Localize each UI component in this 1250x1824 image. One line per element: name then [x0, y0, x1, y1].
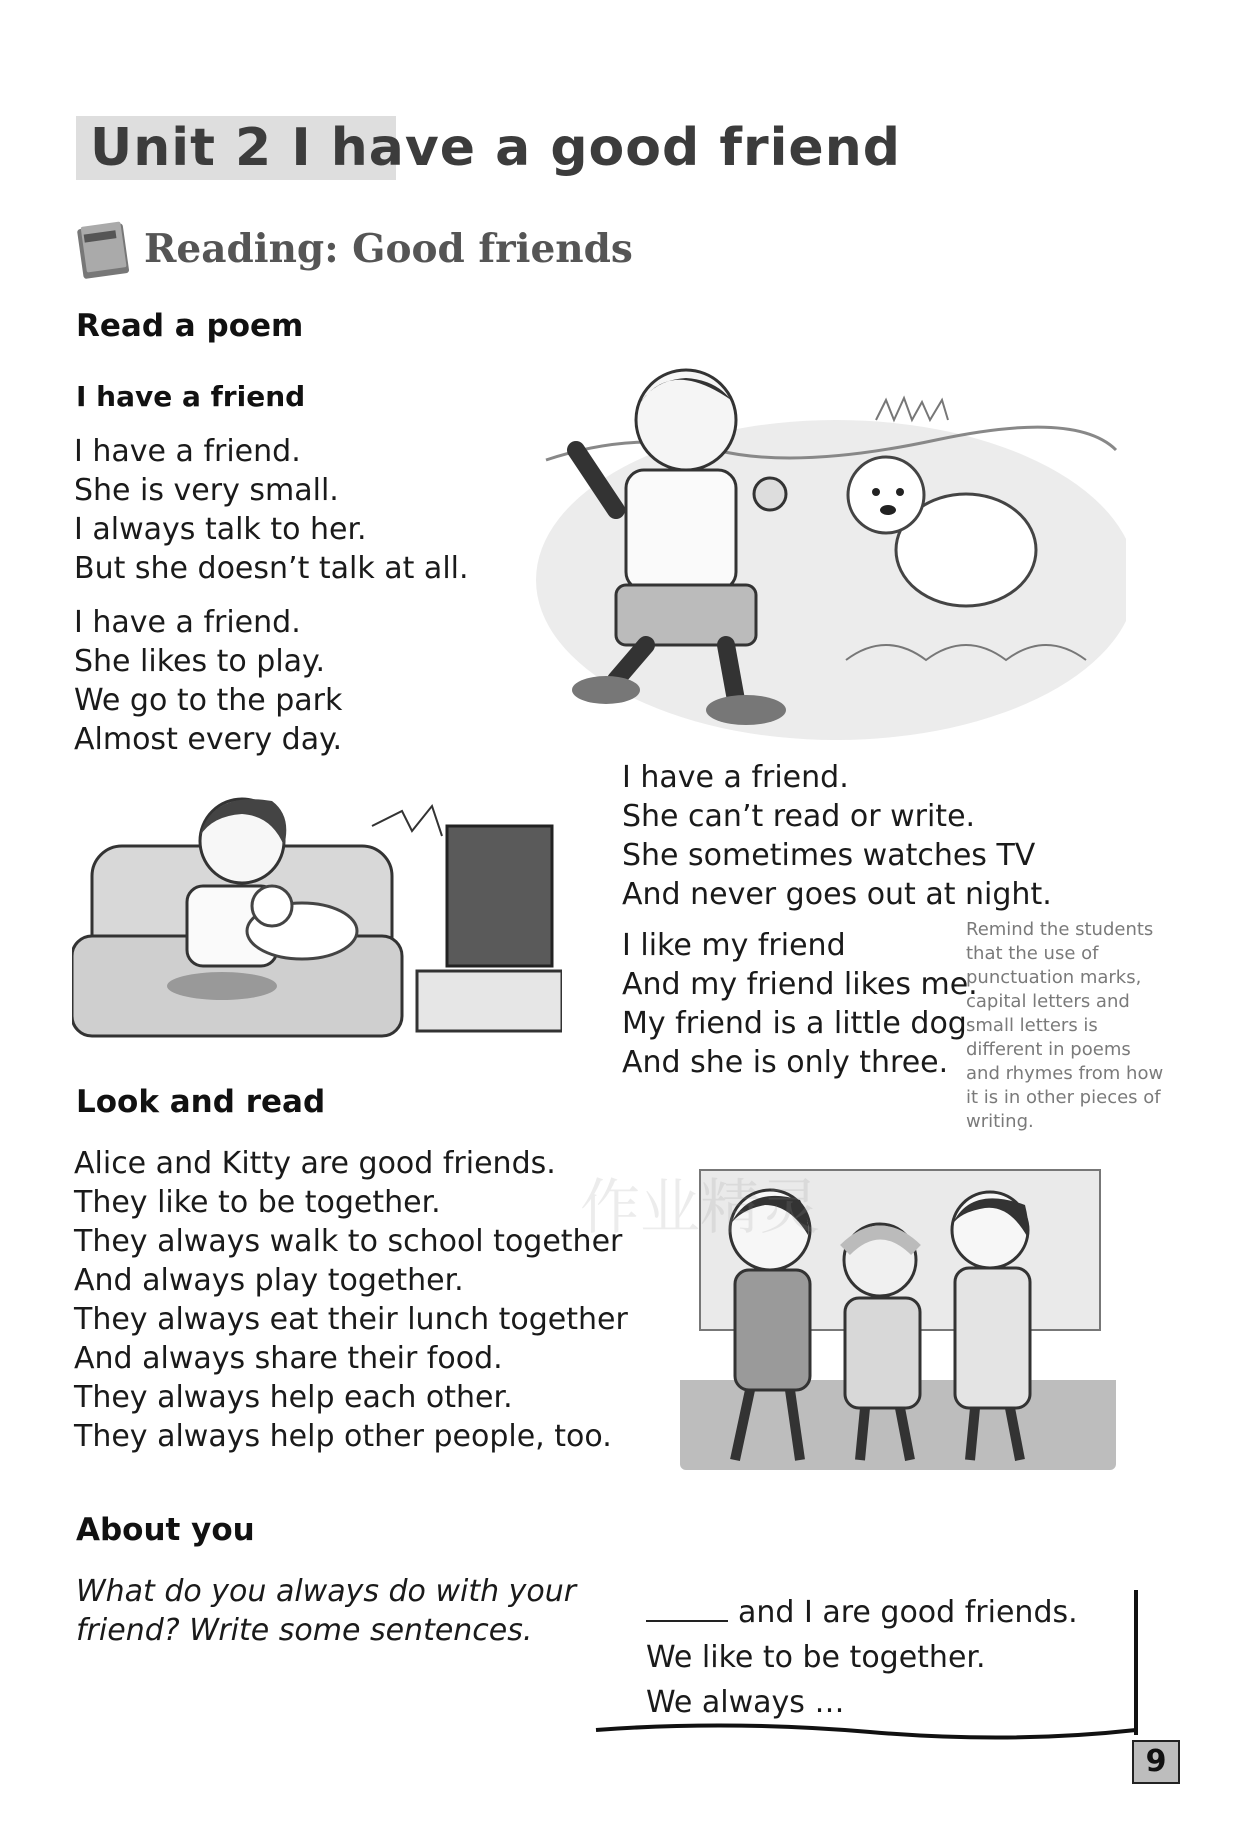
text-line: They like to be together. — [74, 1185, 441, 1220]
poem-line: I have a friend. — [622, 760, 849, 795]
look-and-read-heading: Look and read — [76, 1084, 326, 1120]
text-line: They always walk to school together — [74, 1224, 623, 1259]
look-and-read-text — [74, 1144, 628, 1456]
page-number: 9 — [1132, 1740, 1180, 1784]
poem-line: I have a friend. — [74, 434, 301, 469]
poem-line: She is very small. — [74, 473, 339, 508]
poem-line: And never goes out at night. — [622, 877, 1052, 912]
poem-stanza-4 — [622, 926, 978, 1082]
poem-line: I always talk to her. — [74, 512, 367, 547]
text-line: And always share their food. — [74, 1341, 503, 1376]
poem-line: But she doesn’t talk at all. — [74, 551, 469, 586]
writing-line-2: We like to be together. — [646, 1640, 986, 1675]
poem-line: She sometimes watches TV — [622, 838, 1036, 873]
poem-line: I like my friend — [622, 928, 846, 963]
poem-line: And my friend likes me. — [622, 967, 978, 1002]
text-line: They always help each other. — [74, 1380, 513, 1415]
poem-stanza-2 — [74, 603, 342, 759]
writing-line-3: We always … — [646, 1685, 845, 1720]
section-title: Reading: Good friends — [144, 226, 633, 272]
book-icon — [76, 218, 132, 280]
poem-line: Almost every day. — [74, 722, 343, 757]
poem-title: I have a friend — [76, 380, 306, 413]
poem-line: I have a friend. — [74, 605, 301, 640]
writing-box-border — [590, 1590, 1150, 1750]
girl-and-dog-on-sofa-illustration — [72, 786, 562, 1038]
text-line: And always play together. — [74, 1263, 464, 1298]
boy-playing-ball-with-dog-illustration — [516, 360, 1126, 740]
teacher-note: Remind the students that the use of punctuation marks, capital letters and small letters is different in poems and rhymes from how it is in other pieces of writing. — [966, 919, 1164, 1132]
text-line: They always help other people, too. — [74, 1419, 612, 1454]
watermark: 作业精灵 — [580, 1173, 820, 1243]
about-you-heading: About you — [76, 1512, 255, 1548]
poem-line: We go to the park — [74, 683, 343, 718]
unit-title: Unit 2 I have a good friend — [90, 118, 901, 178]
poem-line: My friend is a little dog — [622, 1006, 967, 1041]
poem-stanza-1 — [74, 432, 469, 588]
text-line: They always eat their lunch together — [74, 1302, 628, 1337]
read-a-poem-heading: Read a poem — [76, 308, 304, 344]
writing-line-1: and I are good friends. — [646, 1590, 1078, 1635]
poem-line: And she is only three. — [622, 1045, 949, 1080]
poem-stanza-3 — [622, 758, 1052, 914]
text-line: Alice and Kitty are good friends. — [74, 1146, 556, 1181]
about-you-prompt: What do you always do with your friend? Write some sentences. — [76, 1574, 577, 1648]
poem-line: She likes to play. — [74, 644, 326, 679]
poem-line: She can’t read or write. — [622, 799, 976, 834]
